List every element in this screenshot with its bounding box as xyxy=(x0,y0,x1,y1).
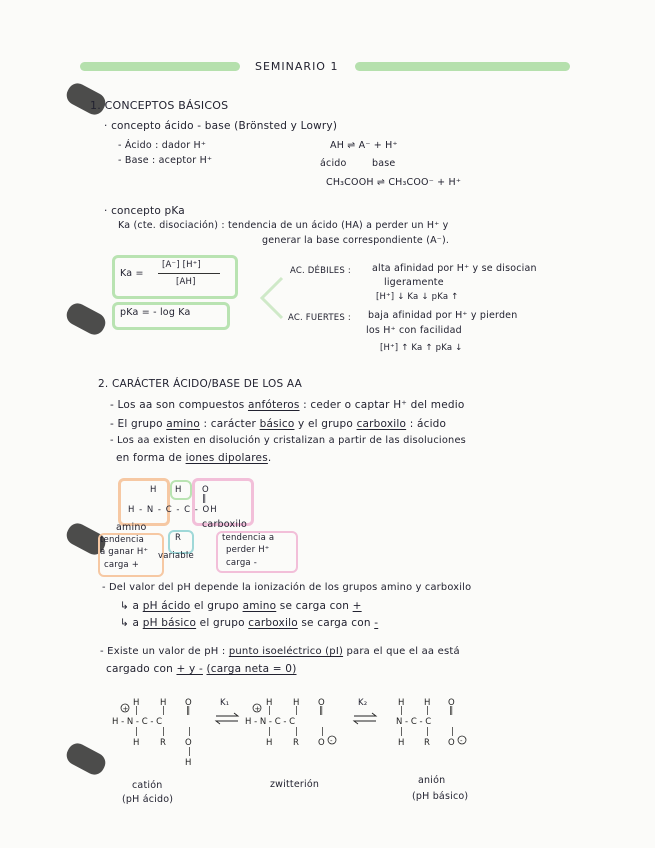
ph-line-2a: ↳ a xyxy=(120,600,140,612)
svg-text:|: | xyxy=(135,727,138,737)
svg-text:H: H xyxy=(398,738,405,748)
base-definition: - Base : aceptor H⁺ xyxy=(118,155,213,166)
ph-line-2c: el grupo xyxy=(193,600,240,612)
svg-text:O: O xyxy=(318,738,325,748)
acid-definition: - Ácido : dador H⁺ xyxy=(118,140,207,151)
cation-label: catión xyxy=(132,780,163,791)
amino-note-3: carga + xyxy=(104,560,140,570)
strong-acids-line-3: [H⁺] ↑ Ka ↑ pKa ↓ xyxy=(380,343,463,353)
anion-label: anión xyxy=(418,775,446,786)
strong-acids-line-2: los H⁺ con facilidad xyxy=(366,325,462,336)
svg-text:‖: ‖ xyxy=(449,706,454,716)
equation-1: AH ⇌ A⁻ + H⁺ xyxy=(330,140,398,151)
svg-text:O: O xyxy=(448,738,455,748)
amino-note-2: a ganar H⁺ xyxy=(100,547,149,557)
ph-line-2d: amino xyxy=(242,600,277,612)
struct-o-top: O xyxy=(202,485,209,495)
amino-note-1: tendencia xyxy=(100,535,145,545)
svg-text:|: | xyxy=(135,706,138,716)
s2-line-2a: - El grupo xyxy=(110,418,163,430)
svg-text:R: R xyxy=(160,738,166,748)
s2-line-3: - Los aa existen en disolución y cristalizan a partir de las disoluciones xyxy=(110,435,466,446)
carboxyl-note-3: carga - xyxy=(226,558,258,568)
svg-text:H: H xyxy=(293,698,300,708)
ka-numerator: [A⁻] [H⁺] xyxy=(162,260,201,270)
pka-concept-label: · concepto pKa xyxy=(104,205,185,217)
amino-label: amino xyxy=(116,522,147,533)
svg-text:|: | xyxy=(400,706,403,716)
svg-text:|: | xyxy=(426,706,429,716)
svg-text:H: H xyxy=(133,738,140,748)
ph-line-3b: pH básico xyxy=(142,617,197,629)
bronsted-label: · concepto ácido - base (Brönsted y Lowry) xyxy=(104,120,338,132)
svg-text:R: R xyxy=(424,738,430,748)
pi-line-2a: cargado con xyxy=(106,663,173,675)
k2-label: K₂ xyxy=(358,698,368,708)
svg-text:|: | xyxy=(188,747,191,757)
s2-line-2f: carboxilo xyxy=(356,418,407,430)
svg-text:H - N - C - C: H - N - C - C xyxy=(245,717,296,727)
svg-text:|: | xyxy=(162,727,165,737)
ph-line-2f: + xyxy=(352,600,362,612)
weak-acids-line-1: alta afinidad por H⁺ y se disocian xyxy=(372,263,537,274)
struct-double-bond: ‖ xyxy=(202,494,207,504)
equation-1-base: base xyxy=(372,158,396,169)
cation-sublabel: (pH ácido) xyxy=(122,794,174,805)
svg-text:O: O xyxy=(318,698,325,708)
variable-label: variable xyxy=(158,551,194,561)
weak-acids-line-2: ligeramente xyxy=(384,277,444,288)
s2-line-1c: : ceder o captar H⁺ del medio xyxy=(303,399,465,411)
svg-text:O: O xyxy=(185,738,192,748)
pi-line-1c: para el que el aa está xyxy=(346,646,460,657)
strong-acids-line-1: baja afinidad por H⁺ y pierden xyxy=(368,310,518,321)
svg-text:|: | xyxy=(295,727,298,737)
svg-text:H: H xyxy=(266,698,273,708)
svg-text:H: H xyxy=(266,738,273,748)
s2-line-4a: en forma de xyxy=(116,452,183,464)
s2-line-2c: : carácter xyxy=(203,418,257,430)
ka-lhs: Ka = xyxy=(120,268,144,279)
struct-r: R xyxy=(175,533,182,543)
s2-line-1a: - Los aa son compuestos xyxy=(110,399,245,411)
svg-text:-: - xyxy=(330,737,333,745)
s2-line-4c: . xyxy=(267,452,272,464)
svg-text:|: | xyxy=(268,727,271,737)
svg-text:‖: ‖ xyxy=(186,706,191,716)
svg-text:|: | xyxy=(400,727,403,737)
svg-text:-: - xyxy=(460,737,463,745)
svg-text:H - N - C - C: H - N - C - C xyxy=(112,717,163,727)
carboxyl-label: carboxilo xyxy=(202,519,248,530)
svg-text:R: R xyxy=(293,738,299,748)
svg-text:+: + xyxy=(254,705,261,713)
s2-line-2b: amino xyxy=(166,418,200,430)
svg-text:|: | xyxy=(426,727,429,737)
carboxyl-note-2: perder H⁺ xyxy=(226,545,270,555)
svg-text:N - C - C: N - C - C xyxy=(396,717,432,727)
ph-line-2b: pH ácido xyxy=(142,600,191,612)
svg-text:O: O xyxy=(185,698,192,708)
ka-definition-line-1: Ka (cte. disociación) : tendencia de un ácido (HA) a perder un H⁺ y xyxy=(118,220,449,231)
svg-text:|: | xyxy=(451,727,454,737)
ka-denominator: [AH] xyxy=(176,277,196,287)
page-title: SEMINARIO 1 xyxy=(255,60,339,73)
section-2-heading: 2. CARÁCTER ÁCIDO/BASE DE LOS AA xyxy=(98,378,302,390)
svg-text:+: + xyxy=(122,705,129,713)
pi-line-2c: (carga neta = 0) xyxy=(206,663,297,675)
weak-acids-label: AC. DÉBILES : xyxy=(290,266,351,276)
cation-structure xyxy=(112,698,192,768)
svg-text:|: | xyxy=(268,706,271,716)
svg-text:|: | xyxy=(162,706,165,716)
ph-line-3f: - xyxy=(374,617,379,629)
svg-text:H: H xyxy=(424,698,431,708)
s2-line-2d: básico xyxy=(259,418,295,430)
svg-text:H: H xyxy=(398,698,405,708)
struct-main-row: H - N - C - C - OH xyxy=(128,505,218,515)
ph-line-3d: carboxilo xyxy=(248,617,298,629)
s2-line-2e: y el grupo xyxy=(298,418,354,430)
svg-text:|: | xyxy=(295,706,298,716)
s2-line-1b: anfóteros xyxy=(247,399,300,411)
strong-acids-label: AC. FUERTES : xyxy=(288,313,351,323)
svg-text:|: | xyxy=(188,727,191,737)
equation-1-acid: ácido xyxy=(320,158,347,169)
anion-sublabel: (pH básico) xyxy=(412,791,469,802)
zwitterion-label: zwitterión xyxy=(270,779,320,790)
svg-text:H: H xyxy=(185,758,192,768)
svg-text:|: | xyxy=(321,727,324,737)
weak-acids-line-3: [H⁺] ↓ Ka ↓ pKa ↑ xyxy=(376,292,459,302)
ph-line-1: - Del valor del pH depende la ionización de los grupos amino y carboxilo xyxy=(102,582,472,593)
svg-text:H: H xyxy=(133,698,140,708)
pka-formula: pKa = - log Ka xyxy=(120,307,191,318)
svg-text:‖: ‖ xyxy=(319,706,324,716)
ph-line-3c: el grupo xyxy=(199,617,245,629)
ph-line-3a: ↳ a xyxy=(120,617,140,629)
s2-line-2g: : ácido xyxy=(409,418,447,430)
ph-line-2e: se carga con xyxy=(279,600,350,612)
struct-h-top-2: H xyxy=(175,485,182,495)
s2-line-4b: iones dipolares xyxy=(185,452,268,464)
equation-2: CH₃COOH ⇌ CH₃COO⁻ + H⁺ xyxy=(326,177,462,188)
pi-line-2b: + y - xyxy=(176,663,203,675)
svg-text:O: O xyxy=(448,698,455,708)
pi-line-1b: punto isoeléctrico (pI) xyxy=(228,646,344,657)
pi-line-1a: - Existe un valor de pH : xyxy=(100,646,226,657)
carboxyl-note-1: tendencia a xyxy=(222,533,275,543)
ka-definition-line-2: generar la base correspondiente (A⁻). xyxy=(262,235,450,246)
anion-structure xyxy=(396,698,466,748)
struct-h-top-1: H xyxy=(150,485,157,495)
zwitterion-structure xyxy=(245,698,336,748)
k1-label: K₁ xyxy=(220,698,230,708)
ph-line-3e: se carga con xyxy=(301,617,371,629)
section-1-heading: 1. CONCEPTOS BÁSICOS xyxy=(90,99,229,112)
svg-text:H: H xyxy=(160,698,167,708)
